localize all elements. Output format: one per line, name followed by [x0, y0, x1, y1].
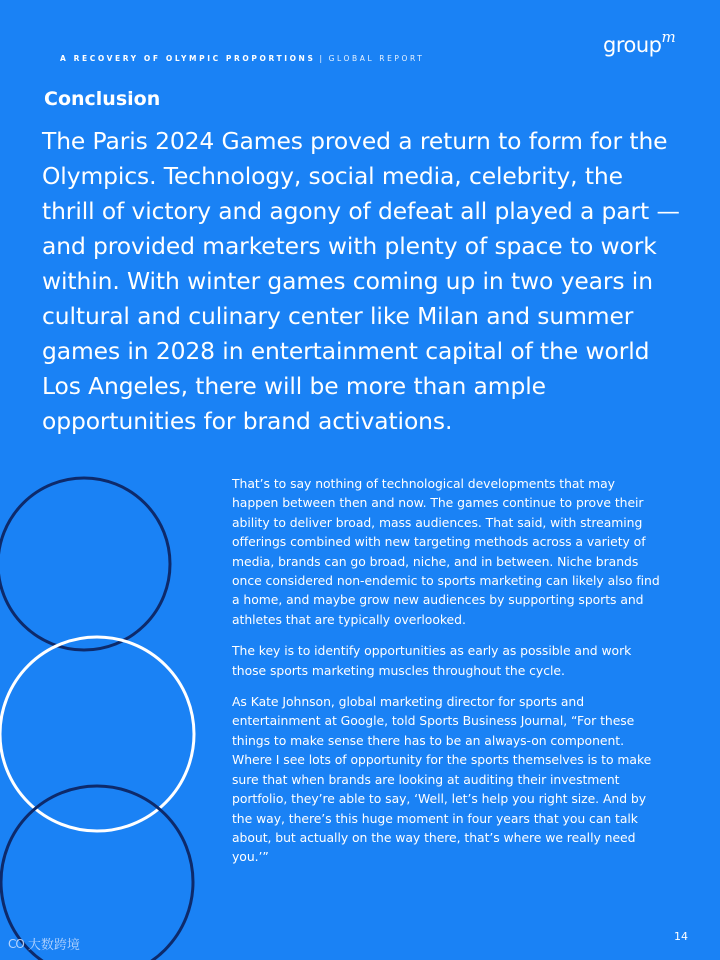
watermark	[8, 934, 80, 953]
report-title: A RECOVERY OF OLYMPIC PROPORTIONS	[60, 54, 316, 63]
groupm-logo	[603, 30, 675, 57]
lead-paragraph: The Paris 2024 Games proved a return to form for the Olympics. Technology, social media, celebrity, the thrill of victory and agony of defeat all played a part — and provided marketers with plenty of space to work within. With winter games coming up in two years in cultural and culinary center like Milan and summer games in 2028 in entertainment capital of the world Los Angeles, there will be more than ample opportunities for brand activations.	[42, 127, 680, 435]
ring-middle	[0, 637, 194, 831]
report-header	[60, 54, 424, 63]
page-number: 14	[674, 930, 688, 943]
header-separator: |	[319, 54, 325, 63]
olympic-rings-decoration	[0, 470, 210, 960]
logo-main: group	[603, 33, 662, 57]
body-column	[232, 474, 664, 879]
section-heading: Conclusion	[44, 88, 161, 110]
watermark-text: 大数跨境	[27, 938, 80, 953]
logo-super: m	[661, 28, 676, 46]
report-subtitle: GLOBAL REPORT	[328, 54, 425, 63]
body-paragraph-3: As Kate Johnson, global marketing director for sports and entertainment at Google, told Sports Business Journal, “For these things to make sense there has to be an always-on component. Where I see lots of opportunity for the sports themselves is to make sure that when brands are looking at auditing their investment portfolio, they’re able to say, ‘Well, let’s help you right size. And by the way, there’s this huge moment in four years that you can talk about, but actually on the way there, that’s where we really need you.’”	[232, 694, 652, 865]
ring-top	[0, 478, 170, 650]
body-paragraph-2: The key is to identify opportunities as early as possible and work those sports marketing muscles throughout the cycle.	[232, 643, 632, 678]
watermark-mark: CO	[8, 936, 24, 951]
body-paragraph-1: That’s to say nothing of technological developments that may happen between then and now. The games continue to prove their ability to deliver broad, mass audiences. That said, with streaming offerings combined with new targeting methods across a variety of media, brands can go broad, niche, and in between. Niche brands once considered non-endemic to sports marketing can likely also find a home, and maybe grow new audiences by supporting sports and athletes that are typically overlooked.	[232, 476, 660, 627]
